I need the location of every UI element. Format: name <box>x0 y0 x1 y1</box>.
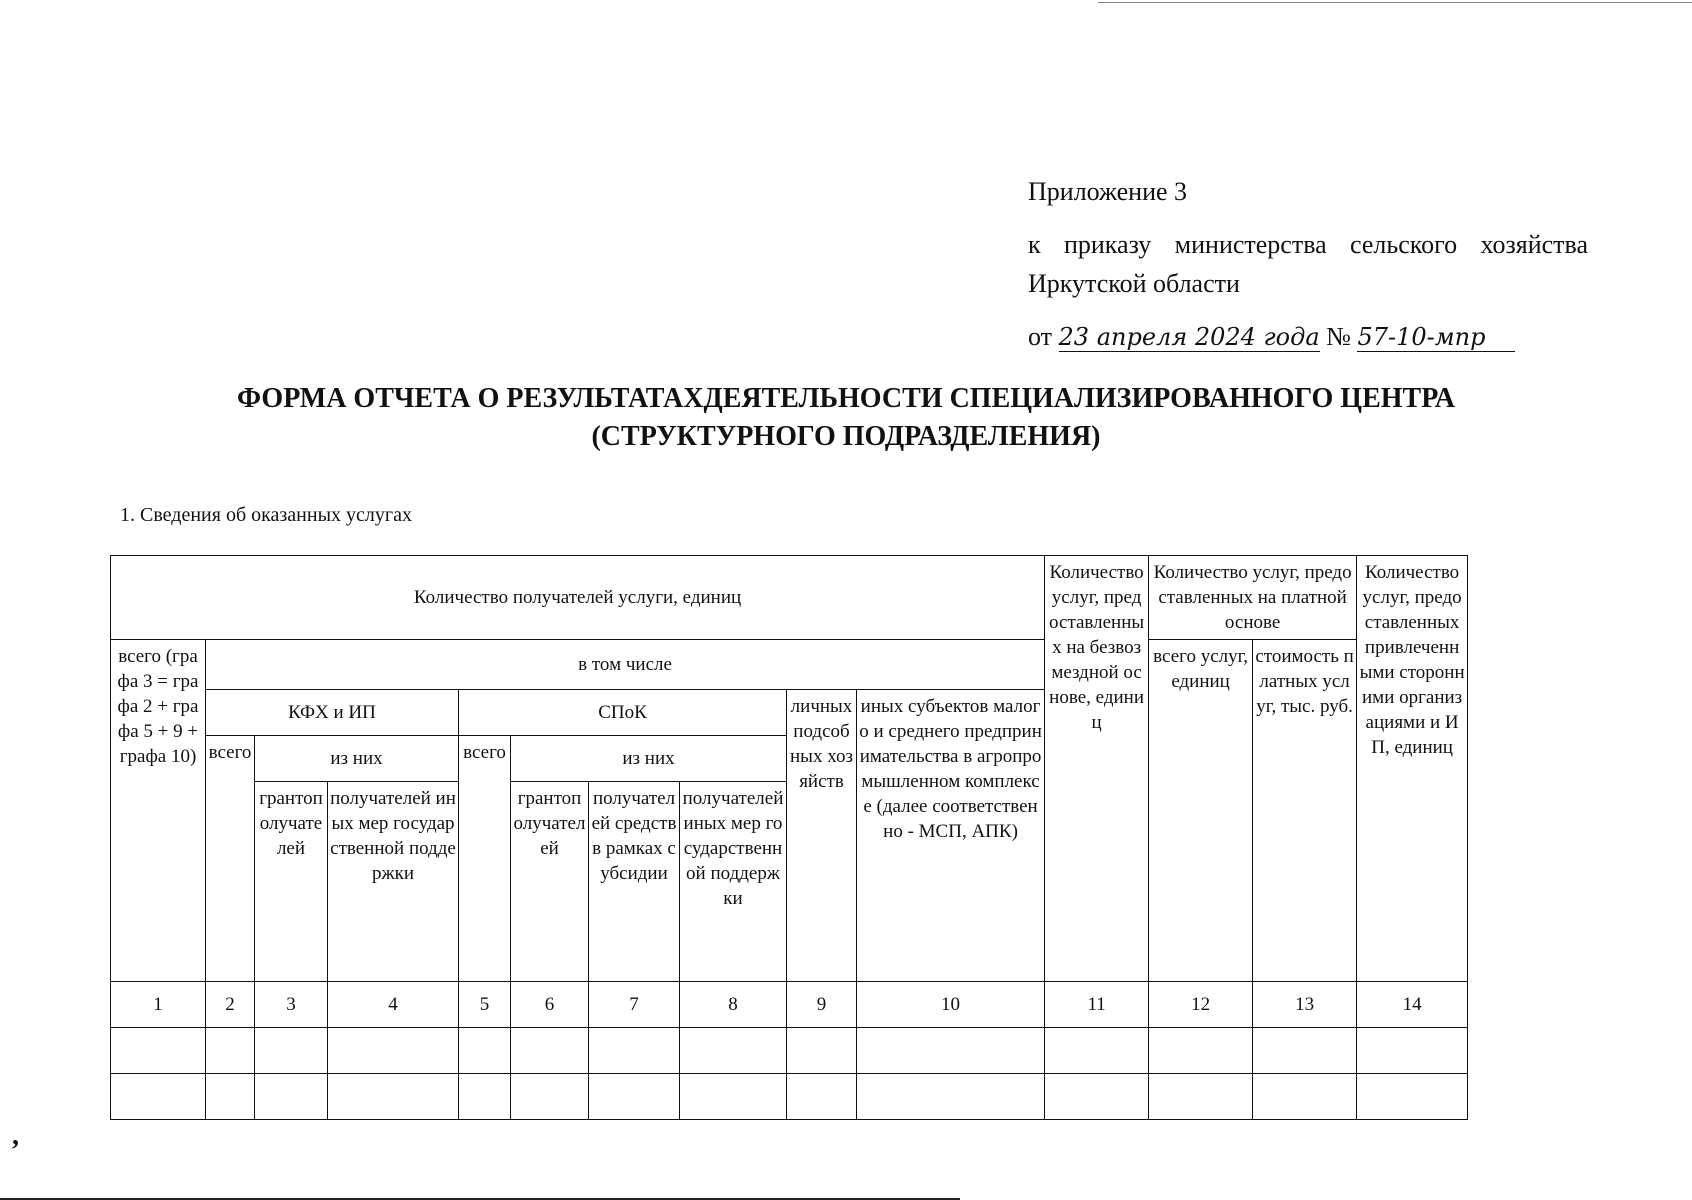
table-cell <box>328 1028 459 1074</box>
table-cell <box>206 1028 255 1074</box>
table-cell <box>787 1074 857 1120</box>
header-spok-other-support: получателей иных мер государственной поддержки <box>680 782 787 982</box>
table-cell <box>589 1074 680 1120</box>
appendix-label: Приложение 3 <box>1028 177 1188 206</box>
column-number: 12 <box>1149 982 1253 1028</box>
header-other-subjects: иных субъектов малого и среднего предпринимательства в агропромышленном комплексе (далее соответственно - МСП, АПК) <box>857 690 1045 982</box>
table-cell <box>1149 1028 1253 1074</box>
header-spok-subsidy: получателей средств в рамках субсидии <box>589 782 680 982</box>
table-cell <box>255 1074 328 1120</box>
order-reference-line1: к приказу министерства сельского хозяйства <box>1028 230 1588 259</box>
table-cell <box>1357 1074 1468 1120</box>
table-cell <box>680 1074 787 1120</box>
column-number: 8 <box>680 982 787 1028</box>
number-sign: № <box>1326 322 1351 351</box>
table-cell <box>111 1074 206 1120</box>
table-cell <box>111 1028 206 1074</box>
services-report-table <box>110 555 1468 1120</box>
column-number: 14 <box>1357 982 1468 1028</box>
header-spok-total: всего <box>459 736 511 982</box>
scan-edge-line-top <box>1098 2 1692 3</box>
header-free-services: Количество услуг, предоставленных на безвозмездной основе, единиц <box>1045 556 1149 982</box>
header-third-party-services: Количество услуг, предоставленных привлеченными сторонними организациями и ИП, единиц <box>1357 556 1468 982</box>
column-number: 9 <box>787 982 857 1028</box>
table-row <box>111 1028 1468 1074</box>
table-cell <box>459 1028 511 1074</box>
column-number: 10 <box>857 982 1045 1028</box>
column-number: 13 <box>1253 982 1357 1028</box>
table-cell <box>1357 1028 1468 1074</box>
column-number: 1 <box>111 982 206 1028</box>
order-reference-line2: Иркутской области <box>1028 269 1240 298</box>
table-cell <box>1253 1074 1357 1120</box>
header-paid-total: всего услуг, единиц <box>1149 640 1253 982</box>
header-including: в том числе <box>206 640 1045 690</box>
column-number: 7 <box>589 982 680 1028</box>
table-cell <box>328 1074 459 1120</box>
header-paid-cost: стоимость платных услуг, тыс. руб. <box>1253 640 1357 982</box>
table-cell <box>255 1028 328 1074</box>
table-cell <box>511 1074 589 1120</box>
column-number: 2 <box>206 982 255 1028</box>
table-cell <box>1253 1028 1357 1074</box>
table-cell <box>680 1028 787 1074</box>
table-header-row-2 <box>111 640 1468 690</box>
table-cell <box>857 1074 1045 1120</box>
header-kfh-other-support: получателей иных мер государственной поддержки <box>328 782 459 982</box>
table-cell <box>1149 1074 1253 1120</box>
column-number: 3 <box>255 982 328 1028</box>
table-row <box>111 1074 1468 1120</box>
table-cell <box>459 1074 511 1120</box>
order-date-line <box>1028 322 1515 352</box>
document-title-line1: ФОРМА ОТЧЕТА О РЕЗУЛЬТАТАХДЕЯТЕЛЬНОСТИ СПЕЦИАЛИЗИРОВАННОГО ЦЕНТРА <box>237 383 1455 414</box>
order-number-handwritten: 57-10-мпр <box>1357 323 1515 352</box>
header-kfh-total: всего <box>206 736 255 982</box>
order-date-handwritten: 23 апреля 2024 года <box>1058 323 1320 351</box>
header-kfh: КФХ и ИП <box>206 690 459 736</box>
header-recipients: Количество получателей услуги, единиц <box>111 556 1045 640</box>
header-spok-of-them: из них <box>511 736 787 782</box>
scan-artifact-mark: , <box>12 1120 19 1151</box>
document-title <box>80 380 1612 456</box>
table-cell <box>787 1028 857 1074</box>
header-personal-farms: личных подсобных хозяйств <box>787 690 857 982</box>
table-cell <box>589 1028 680 1074</box>
table-cell <box>1045 1074 1149 1120</box>
header-kfh-grant: грантополучателей <box>255 782 328 982</box>
table-cell <box>206 1074 255 1120</box>
column-number-row <box>111 982 1468 1028</box>
column-number: 11 <box>1045 982 1149 1028</box>
section-title: 1. Сведения об оказанных услугах <box>120 504 412 526</box>
header-spok-grant: грантополучателей <box>511 782 589 982</box>
document-title-line2: (СТРУКТУРНОГО ПОДРАЗДЕЛЕНИЯ) <box>591 421 1101 452</box>
header-total: всего (графа 3 = графа 2 + графа 5 + 9 + графа 10) <box>111 640 206 982</box>
header-spok: СПоК <box>459 690 787 736</box>
column-number: 6 <box>511 982 589 1028</box>
table-header-row-1 <box>111 556 1468 640</box>
column-number: 4 <box>328 982 459 1028</box>
table-cell <box>511 1028 589 1074</box>
table-cell <box>1045 1028 1149 1074</box>
header-paid-services: Количество услуг, предоставленных на платной основе <box>1149 556 1357 640</box>
date-prefix: от <box>1028 322 1053 351</box>
table-cell <box>857 1028 1045 1074</box>
header-kfh-of-them: из них <box>255 736 459 782</box>
column-number: 5 <box>459 982 511 1028</box>
